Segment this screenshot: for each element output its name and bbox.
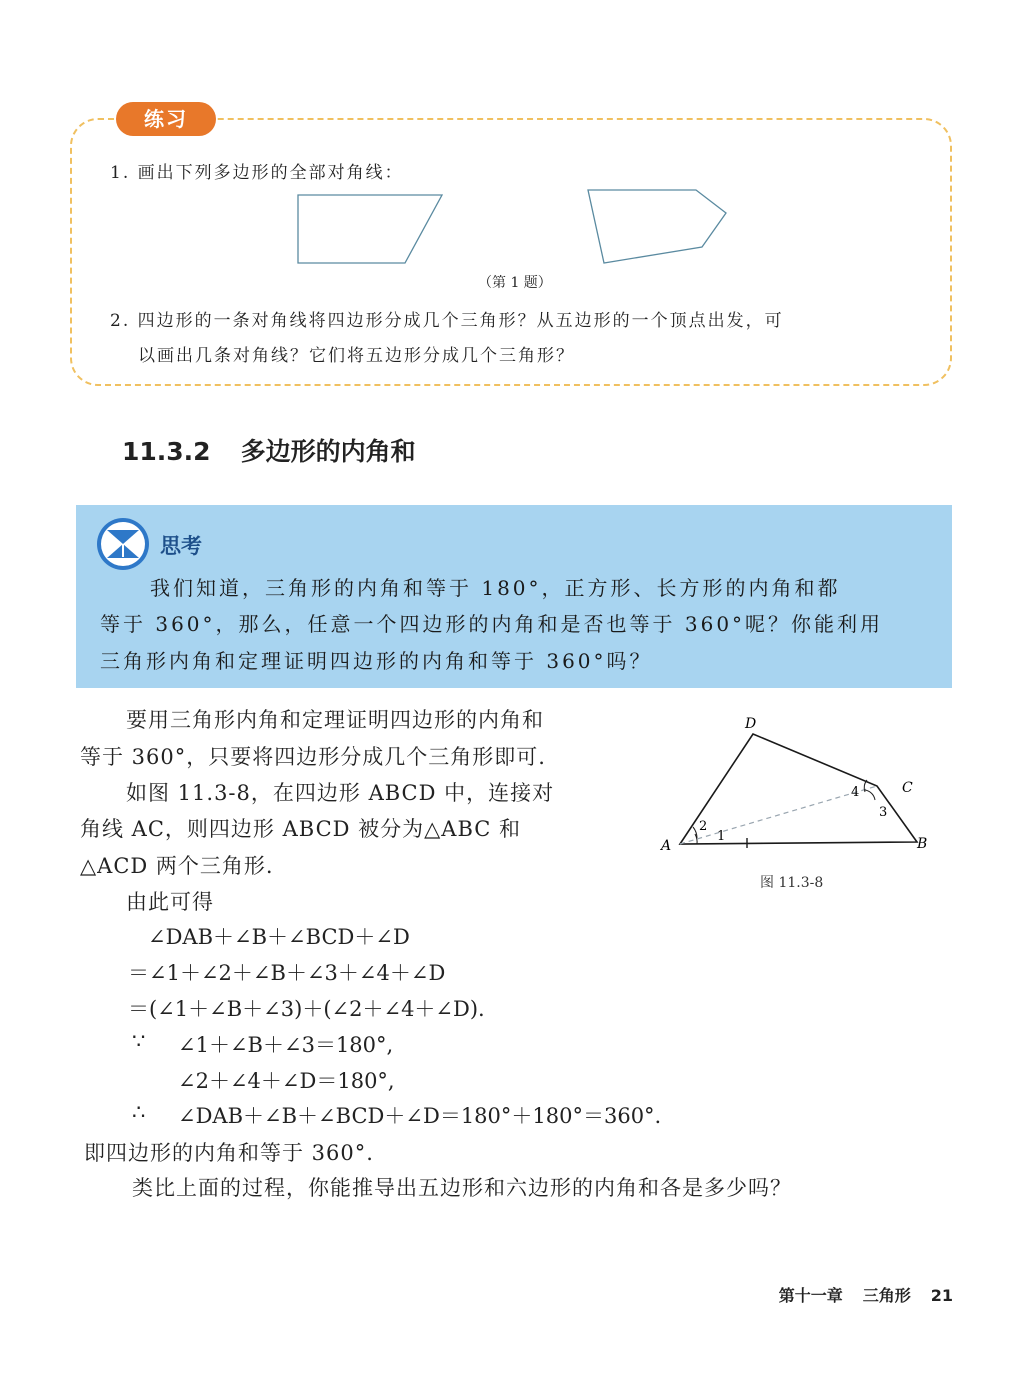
section-title: 多边形的内角和 bbox=[240, 437, 416, 466]
section-number: 11.3.2 bbox=[122, 437, 211, 466]
body-p2-line3: △ACD 两个三角形. bbox=[80, 854, 274, 878]
exercise-q1-caption: （第 1 题） bbox=[478, 275, 552, 291]
footer-chapter-title: 三角形 bbox=[862, 1286, 911, 1305]
body-p1-line2: 等于 360°，只要将四边形分成几个三角形即可. bbox=[80, 745, 546, 769]
because-symbol: ∵ bbox=[132, 1029, 146, 1053]
footer-chapter: 第十一章 bbox=[778, 1286, 843, 1305]
label-angle-3: 3 bbox=[879, 805, 888, 820]
conclusion-text: 即四边形的内角和等于 360°. bbox=[84, 1141, 374, 1165]
think-line-1: 我们知道，三角形的内角和等于 180°，正方形、长方形的内角和都 bbox=[150, 576, 841, 600]
thinking-icon bbox=[96, 517, 150, 571]
label-angle-4: 4 bbox=[851, 785, 860, 800]
exercise-q1: 1. 画出下列多边形的全部对角线： bbox=[110, 163, 404, 183]
exercise-q2-line1: 2. 四边形的一条对角线将四边形分成几个三角形？从五边形的一个顶点出发，可 bbox=[110, 311, 784, 331]
page-number: 21 bbox=[930, 1286, 953, 1305]
angle-2-arc bbox=[693, 827, 697, 838]
body-p2-line2: 角线 AC，则四边形 ABCD 被分为△ABC 和 bbox=[80, 817, 522, 841]
quadrilateral-abcd bbox=[680, 734, 917, 844]
body-p2-line1: 如图 11.3-8，在四边形 ABCD 中，连接对 bbox=[126, 781, 555, 805]
angle-3-arc bbox=[865, 790, 875, 800]
quadrilateral-figure bbox=[655, 712, 945, 862]
equation-2: ＝∠1＋∠2＋∠B＋∠3＋∠4＋∠D bbox=[128, 961, 446, 985]
therefore-symbol: ∴ bbox=[132, 1100, 146, 1124]
label-d: D bbox=[745, 716, 757, 732]
analogy-text: 类比上面的过程，你能推导出五边形和六边形的内角和各是多少吗？ bbox=[132, 1176, 792, 1200]
because-line-1: ∠1＋∠B＋∠3＝180°, bbox=[178, 1033, 394, 1057]
exercise-q1-polygons bbox=[290, 185, 740, 270]
think-line-2: 等于 360°，那么，任意一个四边形的内角和是否也等于 360°呢？你能利用 bbox=[100, 612, 884, 636]
exercise-q2-line2: 以画出几条对角线？它们将五边形分成几个三角形？ bbox=[138, 346, 575, 366]
therefore-line: ∠DAB＋∠B＋∠BCD＋∠D＝180°＋180°＝360°. bbox=[178, 1104, 662, 1128]
diagonal-ac bbox=[680, 786, 877, 844]
quadrilateral-shape bbox=[298, 195, 442, 263]
pentagon-shape bbox=[588, 190, 726, 263]
body-p3: 由此可得 bbox=[126, 890, 214, 914]
label-angle-1: 1 bbox=[717, 829, 726, 844]
page-footer bbox=[759, 1283, 953, 1306]
label-b: B bbox=[917, 836, 928, 852]
exercise-tab: 练习 bbox=[116, 102, 216, 136]
label-a: A bbox=[661, 838, 672, 854]
because-line-2: ∠2＋∠4＋∠D＝180°, bbox=[178, 1069, 395, 1093]
equation-3: ＝(∠1＋∠B＋∠3)＋(∠2＋∠4＋∠D). bbox=[128, 997, 485, 1021]
body-p1-line1: 要用三角形内角和定理证明四边形的内角和 bbox=[126, 708, 544, 732]
think-title: 思考 bbox=[160, 534, 202, 558]
figure-caption: 图 11.3-8 bbox=[760, 875, 824, 891]
think-line-3: 三角形内角和定理证明四边形的内角和等于 360°吗？ bbox=[100, 649, 653, 673]
equation-1: ∠DAB＋∠B＋∠BCD＋∠D bbox=[148, 925, 410, 949]
label-angle-2: 2 bbox=[699, 819, 708, 834]
section-heading bbox=[122, 432, 416, 468]
label-c: C bbox=[902, 780, 913, 796]
